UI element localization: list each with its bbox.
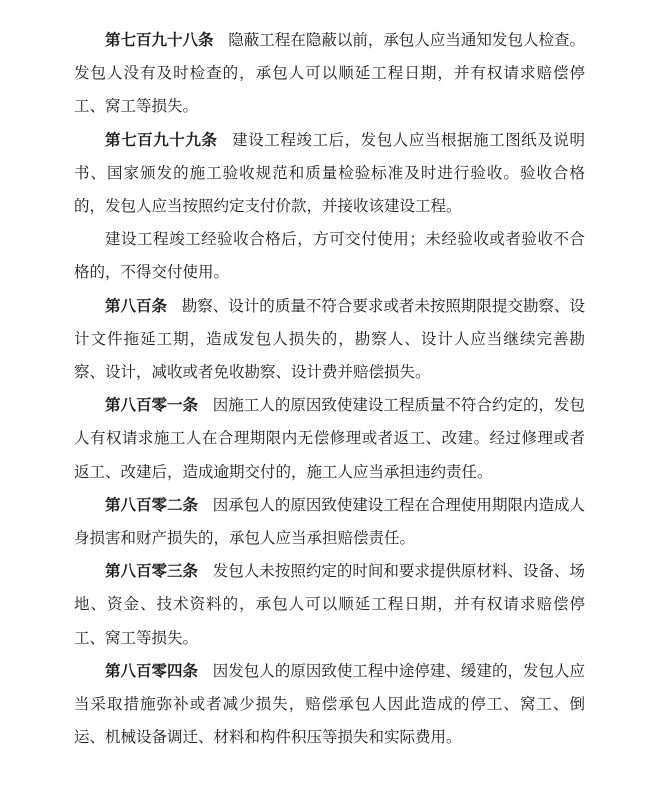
article-text: 因施工人的原因致使建设工程质量不符合约定的，发包人有权请求施工人在合理期限内无偿修理或者返工、改建。经过修理或者返工、改建后，造成逾期交付的，施工人应当承担违约责任。 bbox=[74, 397, 585, 481]
article-text: 隐蔽工程在隐蔽以前，承包人应当通知发包人检查。发包人没有及时检查的，承包人可以顺延工程日期，并有权请求赔偿停工、窝工等损失。 bbox=[74, 32, 585, 116]
article-text: 发包人未按照约定的时间和要求提供原材料、设备、场地、资金、技术资料的，承包人可以顺延工程日期，并有权请求赔偿停工、窝工等损失。 bbox=[74, 563, 585, 647]
article-text: 因发包人的原因致使工程中途停建、缓建的，发包人应当采取措施弥补或者减少损失，赔偿承包人因此造成的停工、窝工、倒运、机械设备调迁、材料和构件积压等损失和实际费用。 bbox=[74, 662, 585, 747]
article-text: 建设工程竣工后，发包人应当根据施工图纸及说明书、国家颁发的施工验收规范和质量检验标准及时进行验收。验收合格的，发包人应当按照约定支付价款，并接收该建设工程。 bbox=[74, 131, 585, 216]
article-paragraph bbox=[74, 555, 585, 655]
article-text: 勘察、设计的质量不符合要求或者未按照期限提交勘察、设计文件拖延工期，造成发包人损失的，勘察人、设计人应当继续完善勘察、设计，减收或者免收勘察、设计费并赔偿损失。 bbox=[74, 297, 585, 382]
article-paragraph bbox=[74, 124, 585, 224]
article-paragraph bbox=[74, 223, 585, 289]
article-text: 建设工程竣工经验收合格后，方可交付使用；未经验收或者验收不合格的，不得交付使用。 bbox=[74, 231, 585, 282]
article-paragraph bbox=[74, 489, 585, 555]
article-paragraph bbox=[74, 290, 585, 390]
article-number: 第七百九十九条 bbox=[105, 131, 218, 149]
article-number: 第八百零二条 bbox=[105, 496, 199, 514]
document-body bbox=[74, 24, 585, 754]
article-number: 第八百零一条 bbox=[105, 397, 199, 415]
article-paragraph bbox=[74, 389, 585, 489]
article-text: 因承包人的原因致使建设工程在合理使用期限内造成人身损害和财产损失的，承包人应当承担赔偿责任。 bbox=[74, 496, 585, 548]
article-number: 第八百零三条 bbox=[105, 563, 199, 581]
article-number: 第八百零四条 bbox=[105, 662, 199, 680]
article-paragraph bbox=[74, 24, 585, 124]
article-paragraph bbox=[74, 655, 585, 755]
article-number: 第七百九十八条 bbox=[105, 32, 214, 49]
article-number: 第八百条 bbox=[105, 297, 168, 315]
